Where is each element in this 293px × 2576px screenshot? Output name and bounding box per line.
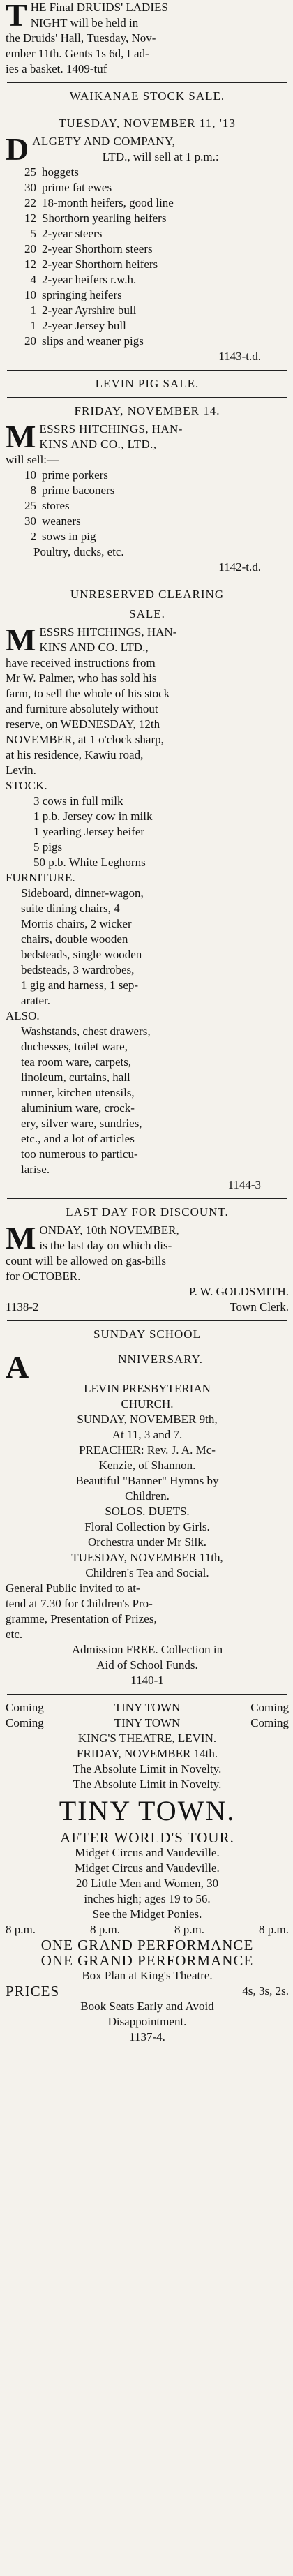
ad-line: Mr W. Palmer, who has sold his bbox=[6, 671, 157, 685]
coming-mid: TINY TOWN bbox=[114, 1716, 181, 1729]
ad-sunday-school bbox=[6, 1327, 289, 1688]
item-description: prime baconers bbox=[42, 484, 115, 497]
ad-line: 1 p.b. Jersey cow in milk bbox=[33, 810, 153, 823]
service-date: SUNDAY, NOVEMBER 9th, bbox=[77, 1413, 218, 1426]
list-item bbox=[6, 318, 289, 334]
coming-right: Coming bbox=[250, 1701, 289, 1714]
ad-line: bedsteads, 3 wardrobes, bbox=[21, 963, 135, 976]
ad-line: duchesses, toilet ware, bbox=[21, 1040, 128, 1053]
ad-line: Levin. bbox=[6, 764, 36, 777]
list-item bbox=[6, 226, 289, 241]
item-description: hoggets bbox=[42, 165, 79, 179]
item-description: prime porkers bbox=[42, 468, 108, 482]
item-description: 2-year steers bbox=[42, 227, 103, 240]
tea: Children's Tea and Social. bbox=[85, 1566, 209, 1579]
hymns: Children. bbox=[125, 1489, 170, 1503]
list-item bbox=[6, 272, 289, 288]
divider bbox=[7, 1320, 287, 1321]
ad-line: for OCTOBER. bbox=[6, 1270, 81, 1283]
ad-pig-sale bbox=[6, 376, 289, 575]
ad-title: SUNDAY SCHOOL bbox=[93, 1327, 201, 1341]
tiny-town-banner: TINY TOWN. bbox=[59, 1795, 236, 1826]
item-description: slips and weaner pigs bbox=[42, 334, 144, 348]
list-item bbox=[6, 498, 289, 514]
item-description: springing heifers bbox=[42, 288, 122, 301]
item-quantity: 2 bbox=[30, 530, 36, 543]
item-description: weaners bbox=[42, 514, 81, 528]
ad-clearing-sale bbox=[6, 587, 289, 1193]
show-time: 8 p.m. bbox=[6, 1923, 36, 1936]
ad-line: chairs, double wooden bbox=[21, 932, 128, 946]
ad-line: ESSRS HITCHINGS, HAN- bbox=[39, 422, 183, 435]
ad-line: larise. bbox=[21, 1163, 50, 1176]
book-seats: Disappointment. bbox=[107, 2015, 187, 2028]
ad-line: 50 p.b. White Leghorns bbox=[33, 856, 146, 869]
ad-line: count will be allowed on gas-bills bbox=[6, 1254, 166, 1267]
item-description: stores bbox=[42, 499, 70, 512]
ad-reference: 1138-2 bbox=[6, 1300, 39, 1313]
ad-line: NOVEMBER, at 1 o'clock sharp, bbox=[6, 733, 164, 746]
coming-left: Coming bbox=[6, 1701, 44, 1714]
list-item bbox=[6, 514, 289, 529]
list-item bbox=[6, 529, 289, 544]
item-quantity: 5 bbox=[30, 227, 36, 240]
item-quantity: 30 bbox=[24, 514, 36, 528]
item-quantity: 12 bbox=[24, 258, 36, 271]
ad-line: the Druids' Hall, Tuesday, Nov- bbox=[6, 31, 156, 45]
ad-line: arater. bbox=[21, 994, 50, 1007]
ad-reference: 1137-4. bbox=[129, 2030, 165, 2043]
item-quantity: 20 bbox=[24, 334, 36, 348]
signature-role: Town Clerk. bbox=[230, 1300, 289, 1313]
list-item bbox=[6, 288, 289, 303]
inches-high: inches high; ages 19 to 56. bbox=[84, 1892, 211, 1905]
tagline: The Absolute Limit in Novelty. bbox=[73, 1762, 222, 1775]
preacher: Kenzie, of Shannon. bbox=[98, 1459, 196, 1472]
ad-line: linoleum, curtains, hall bbox=[21, 1071, 130, 1084]
signature: P. W. GOLDSMITH. bbox=[188, 1285, 289, 1298]
ad-title: LEVIN PIG SALE. bbox=[95, 377, 200, 390]
grand-performance: ONE GRAND PERFORMANCE bbox=[40, 1952, 254, 1969]
ad-line: reserve, on WEDNESDAY, 12th bbox=[6, 717, 160, 731]
ad-line: and furniture absolutely without bbox=[6, 702, 158, 715]
list-item bbox=[6, 211, 289, 226]
ad-line: gramme, Presentation of Prizes, bbox=[6, 1612, 157, 1625]
section-label: STOCK. bbox=[6, 779, 47, 792]
item-quantity: 30 bbox=[24, 181, 36, 194]
ad-stock-sale bbox=[6, 89, 289, 364]
ad-line: ember 11th. Gents 1s 6d, Lad- bbox=[6, 47, 149, 60]
midget-circus: Midget Circus and Vaudeville. bbox=[75, 1861, 220, 1875]
ad-line: ies a basket. 1409-tuf bbox=[6, 62, 107, 75]
item-description: 2-year Ayrshire bull bbox=[42, 304, 137, 317]
drop-cap: T bbox=[6, 0, 27, 33]
ad-line: Sideboard, dinner-wagon, bbox=[21, 886, 144, 900]
show-time: 8 p.m. bbox=[90, 1923, 120, 1936]
ad-line: 1 gig and harness, 1 sep- bbox=[21, 978, 139, 992]
ad-line: tea room ware, carpets, bbox=[21, 1055, 132, 1069]
church-name: CHURCH. bbox=[121, 1397, 174, 1410]
ad-line: Morris chairs, 2 wicker bbox=[21, 917, 132, 930]
drop-cap: M bbox=[6, 1220, 36, 1256]
ad-line: ALGETY AND COMPANY, bbox=[32, 135, 176, 148]
ad-line: KINS AND CO. LTD., bbox=[39, 641, 149, 654]
list-item bbox=[6, 257, 289, 272]
coming-mid: TINY TOWN bbox=[114, 1701, 181, 1714]
drop-cap: M bbox=[6, 622, 36, 657]
prices-label: PRICES bbox=[6, 1983, 60, 2000]
coming-line bbox=[6, 1715, 289, 1731]
ad-line: aluminium ware, crock- bbox=[21, 1101, 135, 1115]
prices-row bbox=[6, 1983, 289, 1999]
ad-date: TUESDAY, NOVEMBER 11, '13 bbox=[59, 117, 236, 130]
drop-cap: D bbox=[6, 131, 29, 167]
ad-line: too numerous to particu- bbox=[21, 1147, 138, 1161]
ad-reference: 1140-1 bbox=[130, 1674, 164, 1687]
midget-ponies: See the Midget Ponies. bbox=[92, 1907, 202, 1921]
ad-line: ery, silver ware, sundries, bbox=[21, 1117, 142, 1130]
ad-line: ONDAY, 10th NOVEMBER, bbox=[39, 1223, 179, 1237]
show-time: 8 p.m. bbox=[174, 1923, 204, 1936]
item-description: Shorthorn yearling heifers bbox=[42, 211, 167, 225]
item-quantity: 1 bbox=[30, 304, 36, 317]
tuesday: TUESDAY, NOVEMBER 11th, bbox=[71, 1551, 223, 1564]
list-item bbox=[6, 195, 289, 211]
midget-circus: Midget Circus and Vaudeville. bbox=[75, 1846, 220, 1859]
world-tour: AFTER WORLD'S TOUR. bbox=[60, 1829, 234, 1846]
floral: Floral Collection by Girls. bbox=[84, 1520, 210, 1533]
ad-line: LTD., will sell at 1 p.m.: bbox=[102, 150, 219, 163]
coming-line bbox=[6, 1700, 289, 1715]
ad-reference: 1143-t.d. bbox=[218, 350, 261, 363]
church-name: LEVIN PRESBYTERIAN bbox=[84, 1382, 211, 1395]
ad-line: etc., and a lot of articles bbox=[21, 1132, 135, 1145]
little-men: 20 Little Men and Women, 30 bbox=[75, 1877, 219, 1890]
list-item bbox=[6, 180, 289, 195]
ad-tiny-town bbox=[6, 1700, 289, 2045]
ad-ladies-night bbox=[6, 0, 289, 77]
ad-line: Poultry, ducks, etc. bbox=[33, 545, 124, 558]
divider bbox=[7, 1694, 287, 1695]
list-item bbox=[6, 241, 289, 257]
ad-line: at his residence, Kawiu road, bbox=[6, 748, 144, 761]
list-item bbox=[6, 334, 289, 349]
item-description: 2-year Shorthorn heifers bbox=[42, 258, 158, 271]
item-quantity: 12 bbox=[24, 211, 36, 225]
item-description: 2-year heifers r.w.h. bbox=[42, 273, 137, 286]
divider bbox=[7, 82, 287, 83]
divider bbox=[7, 1198, 287, 1199]
ad-title: UNRESERVED CLEARING bbox=[70, 588, 225, 601]
ad-line: is the last day on which dis- bbox=[39, 1239, 172, 1252]
divider bbox=[7, 370, 287, 371]
ad-title: LAST DAY FOR DISCOUNT. bbox=[66, 1205, 229, 1219]
item-quantity: 25 bbox=[24, 499, 36, 512]
show-time: 8 p.m. bbox=[259, 1923, 289, 1936]
item-quantity: 22 bbox=[24, 196, 36, 209]
item-quantity: 4 bbox=[30, 273, 36, 286]
ad-line: ESSRS HITCHINGS, HAN- bbox=[39, 625, 177, 639]
admission: Admission FREE. Collection in bbox=[71, 1643, 223, 1656]
ad-line: have received instructions from bbox=[6, 656, 156, 669]
ad-line: farm, to sell the whole of his stock bbox=[6, 687, 170, 700]
preacher: PREACHER: Rev. J. A. Mc- bbox=[79, 1443, 216, 1457]
ad-line: KINS AND CO., LTD., bbox=[39, 438, 157, 451]
item-description: sows in pig bbox=[42, 530, 96, 543]
grand-performance: ONE GRAND PERFORMANCE bbox=[40, 1937, 254, 1953]
tagline: The Absolute Limit in Novelty. bbox=[73, 1778, 222, 1791]
drop-cap: M bbox=[6, 419, 36, 454]
coming-right: Coming bbox=[250, 1716, 289, 1729]
ad-line: 3 cows in full milk bbox=[33, 794, 123, 807]
item-quantity: 1 bbox=[30, 319, 36, 332]
ad-discount bbox=[6, 1205, 289, 1315]
theatre: KING'S THEATRE, LEVIN. bbox=[77, 1732, 217, 1745]
item-quantity: 20 bbox=[24, 242, 36, 255]
item-quantity: 25 bbox=[24, 165, 36, 179]
ad-line: bedsteads, single wooden bbox=[21, 948, 142, 961]
ad-title: WAIKANAE STOCK SALE. bbox=[69, 89, 225, 103]
show-times bbox=[6, 1922, 289, 1937]
ad-title: NNIVERSARY. bbox=[118, 1353, 203, 1366]
box-plan: Box Plan at King's Theatre. bbox=[82, 1969, 213, 1982]
solos-duets: SOLOS. DUETS. bbox=[105, 1505, 190, 1518]
show-date: FRIDAY, NOVEMBER 14th. bbox=[76, 1747, 218, 1760]
admission: Aid of School Funds. bbox=[96, 1658, 198, 1672]
section-label: FURNITURE. bbox=[6, 871, 75, 884]
list-item bbox=[6, 468, 289, 483]
item-description: 18-month heifers, good line bbox=[42, 196, 174, 209]
item-quantity: 10 bbox=[24, 288, 36, 301]
item-quantity: 10 bbox=[24, 468, 36, 482]
ad-line: runner, kitchen utensils, bbox=[21, 1086, 135, 1099]
item-description: 2-year Jersey bull bbox=[42, 319, 126, 332]
ad-line: Washstands, chest drawers, bbox=[21, 1025, 151, 1038]
ad-line: 5 pigs bbox=[33, 840, 63, 854]
orchestra: Orchestra under Mr Silk. bbox=[88, 1535, 206, 1549]
ad-line: 1 yearling Jersey heifer bbox=[33, 825, 145, 838]
hymns: Beautiful "Banner" Hymns by bbox=[75, 1474, 219, 1487]
prices-value: 4s, 3s, 2s. bbox=[242, 1984, 289, 1997]
ad-line: NIGHT will be held in bbox=[30, 16, 139, 29]
ad-line: General Public invited to at- bbox=[6, 1581, 140, 1595]
ad-date: FRIDAY, NOVEMBER 14. bbox=[74, 404, 220, 417]
drop-cap: A bbox=[6, 1349, 29, 1385]
list-item bbox=[6, 303, 289, 318]
divider bbox=[7, 397, 287, 398]
section-label: ALSO. bbox=[6, 1009, 40, 1022]
book-seats: Book Seats Early and Avoid bbox=[80, 2000, 214, 2013]
service-times: At 11, 3 and 7. bbox=[112, 1428, 183, 1441]
ad-line: HE Final DRUIDS' LADIES bbox=[30, 1, 168, 14]
list-item bbox=[6, 483, 289, 498]
ad-title: SALE. bbox=[129, 607, 165, 620]
list-item bbox=[6, 165, 289, 180]
ad-line: etc. bbox=[6, 1628, 23, 1641]
item-description: prime fat ewes bbox=[42, 181, 112, 194]
coming-left: Coming bbox=[6, 1716, 44, 1729]
item-description: 2-year Shorthorn steers bbox=[42, 242, 153, 255]
ad-reference: 1144-3 bbox=[227, 1178, 261, 1191]
ad-line: suite dining chairs, 4 bbox=[21, 902, 120, 915]
ad-line: will sell:— bbox=[6, 453, 59, 466]
item-quantity: 8 bbox=[30, 484, 36, 497]
ad-reference: 1142-t.d. bbox=[218, 560, 261, 574]
ad-line: tend at 7.30 for Children's Pro- bbox=[6, 1597, 153, 1610]
